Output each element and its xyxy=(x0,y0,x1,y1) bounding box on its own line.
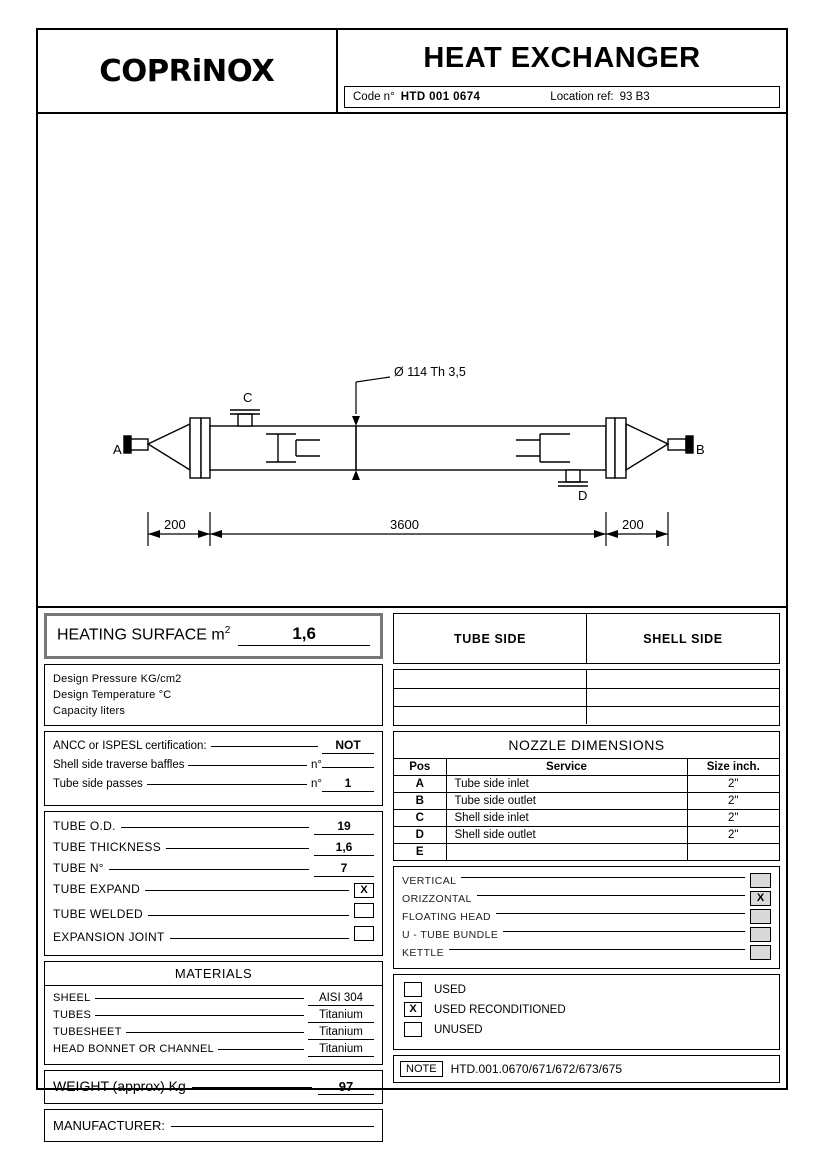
passes-row xyxy=(53,776,374,792)
nozzle-dimensions-box xyxy=(393,731,780,862)
sides-row xyxy=(394,706,779,724)
note-tag: NOTE xyxy=(400,1061,443,1077)
tube-side-capacity-cell xyxy=(394,707,586,724)
dim-left: 200 xyxy=(164,517,186,532)
label-nozzle-b: B xyxy=(696,442,705,457)
condition-used-checkbox[interactable] xyxy=(404,982,422,997)
config-horizontal-label: ORIZZONTAL xyxy=(402,892,472,905)
nozzle-col-size: Size inch. xyxy=(687,758,779,775)
tube-number-rule xyxy=(109,869,309,870)
manufacturer-box xyxy=(44,1109,383,1142)
material-shell-row xyxy=(53,992,374,1006)
nozzle-col-service: Service xyxy=(446,758,687,775)
nozzle-pos: A xyxy=(394,775,446,792)
sides-row xyxy=(394,670,779,687)
table-row xyxy=(394,809,779,826)
tube-od-value: 19 xyxy=(314,819,374,835)
baffles-rule1 xyxy=(188,765,307,766)
nozzle-size: 2" xyxy=(687,826,779,843)
material-tubesheet-value: Titanium xyxy=(308,1026,374,1040)
title-block xyxy=(338,30,786,112)
material-head-row xyxy=(53,1043,374,1057)
tube-od-rule xyxy=(121,827,309,828)
config-vertical-checkbox[interactable] xyxy=(750,873,771,888)
table-row xyxy=(394,826,779,843)
config-vertical-row xyxy=(402,873,771,888)
page-title: HEAT EXCHANGER xyxy=(423,41,701,74)
shell-side-pressure-cell xyxy=(586,670,779,687)
sides-row xyxy=(394,688,779,706)
tube-welded-row xyxy=(53,903,374,921)
config-kettle-row xyxy=(402,945,771,960)
condition-reconditioned-row xyxy=(404,1002,769,1017)
tube-side-pressure-cell xyxy=(394,670,586,687)
design-conditions-box xyxy=(44,664,383,726)
tube-thickness-label: TUBE THICKNESS xyxy=(53,840,161,854)
tube-number-row xyxy=(53,861,374,877)
left-column xyxy=(38,608,388,1133)
dim-center: 3600 xyxy=(390,517,419,532)
condition-unused-label: UNUSED xyxy=(434,1023,483,1036)
shell-side-temperature-cell xyxy=(586,689,779,706)
passes-label: Tube side passes xyxy=(53,778,143,790)
label-nozzle-d: D xyxy=(578,488,588,503)
tube-welded-checkbox[interactable] xyxy=(354,903,374,918)
config-vertical-rule xyxy=(461,877,745,878)
condition-unused-checkbox[interactable] xyxy=(404,1022,422,1037)
config-u-tube-label: U - TUBE BUNDLE xyxy=(402,928,499,941)
nozzle-size: 2" xyxy=(687,809,779,826)
config-horizontal-checkbox[interactable]: X xyxy=(750,891,771,906)
manufacturer-label: MANUFACTURER: xyxy=(53,1118,165,1133)
material-tubesheet-label: TUBESHEET xyxy=(53,1026,122,1038)
label-nozzle-c: C xyxy=(243,390,253,405)
config-floating-head-label: FLOATING HEAD xyxy=(402,910,492,923)
material-shell-label: SHEEL xyxy=(53,992,91,1004)
condition-reconditioned-label: USED RECONDITIONED xyxy=(434,1003,566,1016)
materials-title: MATERIALS xyxy=(174,966,253,981)
sides-header-box xyxy=(393,613,780,664)
tube-thickness-row xyxy=(53,840,374,856)
code-label: Code n° xyxy=(353,91,395,103)
specification-body xyxy=(38,608,786,1133)
expansion-joint-rule xyxy=(170,938,349,939)
nozzle-service: Shell side outlet xyxy=(446,826,687,843)
material-head-value: Titanium xyxy=(308,1043,374,1057)
location-value: 93 B3 xyxy=(619,91,650,103)
nozzle-size xyxy=(687,843,779,860)
config-horizontal-row xyxy=(402,891,771,906)
baffles-value xyxy=(322,766,374,768)
nozzle-pos: B xyxy=(394,792,446,809)
table-row xyxy=(394,792,779,809)
nozzle-service: Tube side outlet xyxy=(446,792,687,809)
config-floating-head-checkbox[interactable] xyxy=(750,909,771,924)
tube-expand-row xyxy=(53,882,374,898)
datasheet xyxy=(36,28,788,1133)
tube-welded-label: TUBE WELDED xyxy=(53,907,143,921)
baffles-row xyxy=(53,759,374,771)
nozzle-title: NOZZLE DIMENSIONS xyxy=(508,736,665,753)
table-row xyxy=(394,843,779,860)
material-shell-value: AISI 304 xyxy=(308,992,374,1006)
tube-welded-rule xyxy=(148,915,349,916)
expansion-joint-row xyxy=(53,926,374,944)
drawing-svg xyxy=(38,114,786,604)
material-head-rule xyxy=(218,1049,304,1050)
logo-text: COPRiNOX xyxy=(99,53,275,89)
design-temperature-label: Design Temperature °C xyxy=(53,689,172,701)
tube-number-label: TUBE N° xyxy=(53,861,104,875)
passes-value: 1 xyxy=(322,776,374,792)
tube-side-temperature-cell xyxy=(394,689,586,706)
table-row xyxy=(394,775,779,792)
header xyxy=(38,30,786,114)
equipment-drawing xyxy=(38,114,786,608)
heating-surface-box xyxy=(44,613,383,659)
baffles-unit: n° xyxy=(311,759,322,771)
config-floating-head-row xyxy=(402,909,771,924)
config-u-tube-rule xyxy=(503,931,745,932)
expansion-joint-checkbox[interactable] xyxy=(354,926,374,941)
configuration-box xyxy=(393,866,780,969)
condition-unused-row xyxy=(404,1022,769,1037)
tube-thickness-value: 1,6 xyxy=(314,840,374,856)
weight-value: 97 xyxy=(318,1079,374,1095)
design-pressure-label: Design Pressure KG/cm2 xyxy=(53,673,182,685)
config-horizontal-rule xyxy=(477,895,745,896)
nozzle-service xyxy=(446,843,687,860)
material-tubes-label: TUBES xyxy=(53,1009,92,1021)
condition-used-row xyxy=(404,982,769,997)
label-nozzle-a: A xyxy=(113,442,122,457)
tube-expand-checkbox[interactable]: X xyxy=(354,883,374,898)
material-head-label: HEAD BONNET OR CHANNEL xyxy=(53,1043,215,1055)
nozzle-table xyxy=(394,758,779,861)
condition-reconditioned-checkbox[interactable]: X xyxy=(404,1002,422,1017)
nozzle-header-row xyxy=(394,758,779,775)
certification-box xyxy=(44,731,383,806)
code-value: HTD 001 0674 xyxy=(400,91,481,103)
nozzle-pos: D xyxy=(394,826,446,843)
condition-box xyxy=(393,974,780,1050)
ancc-value: NOT xyxy=(322,738,374,754)
nozzle-pos: E xyxy=(394,843,446,860)
nozzle-pos: C xyxy=(394,809,446,826)
material-tubes-rule xyxy=(95,1015,304,1016)
tube-od-label: TUBE O.D. xyxy=(53,819,116,833)
code-row xyxy=(344,86,780,108)
heating-surface-label: HEATING SURFACE $m^2$ xyxy=(57,624,231,643)
config-kettle-checkbox[interactable] xyxy=(750,945,771,960)
nozzle-size: 2" xyxy=(687,775,779,792)
config-kettle-label: KETTLE xyxy=(402,946,445,959)
sides-values-box xyxy=(393,669,780,725)
config-floating-head-rule xyxy=(496,913,745,914)
tube-thickness-rule xyxy=(166,848,309,849)
materials-body xyxy=(45,985,382,1064)
nozzle-service: Tube side inlet xyxy=(446,775,687,792)
tube-number-value: 7 xyxy=(314,861,374,877)
nozzle-col-pos: Pos xyxy=(394,758,446,775)
label-diameter: Ø 114 Th 3,5 xyxy=(394,365,466,379)
config-u-tube-row xyxy=(402,927,771,942)
weight-box xyxy=(44,1070,383,1104)
manufacturer-value xyxy=(171,1126,374,1127)
ancc-label: ANCC or ISPESL certification: xyxy=(53,740,207,752)
tube-side-header: TUBE SIDE xyxy=(453,631,527,646)
note-box xyxy=(393,1055,780,1083)
right-column xyxy=(388,608,786,1088)
tube-od-row xyxy=(53,819,374,835)
weight-rule xyxy=(192,1087,312,1088)
dim-right: 200 xyxy=(622,517,644,532)
shell-side-capacity-cell xyxy=(586,707,779,724)
capacity-label: Capacity liters xyxy=(53,705,126,717)
material-tubesheet-rule xyxy=(126,1032,304,1033)
materials-box xyxy=(44,961,383,1065)
ancc-row xyxy=(53,738,374,754)
material-shell-rule xyxy=(95,998,304,999)
condition-used-label: USED xyxy=(434,983,466,996)
tube-expand-label: TUBE EXPAND xyxy=(53,882,141,896)
tube-expand-rule xyxy=(145,890,349,891)
company-logo xyxy=(38,30,338,112)
location-label: Location ref: xyxy=(550,91,614,103)
passes-unit: n° xyxy=(311,778,322,790)
config-kettle-rule xyxy=(449,949,745,950)
weight-label: WEIGHT (approx) Kg xyxy=(53,1078,186,1094)
nozzle-size: 2" xyxy=(687,792,779,809)
ancc-rule xyxy=(211,746,318,747)
heating-surface-value: 1,6 xyxy=(238,624,370,646)
material-tubes-value: Titanium xyxy=(308,1009,374,1023)
material-tubesheet-row xyxy=(53,1026,374,1040)
shell-side-header: SHELL SIDE xyxy=(586,614,779,663)
expansion-joint-label: EXPANSION JOINT xyxy=(53,930,165,944)
material-tubes-row xyxy=(53,1009,374,1023)
nozzle-service: Shell side inlet xyxy=(446,809,687,826)
baffles-label: Shell side traverse baffles xyxy=(53,759,185,771)
tube-details-box xyxy=(44,811,383,956)
config-u-tube-checkbox[interactable] xyxy=(750,927,771,942)
passes-rule1 xyxy=(147,784,307,785)
config-vertical-label: VERTICAL xyxy=(402,874,457,887)
note-text: HTD.001.0670/671/672/673/675 xyxy=(450,1062,623,1076)
